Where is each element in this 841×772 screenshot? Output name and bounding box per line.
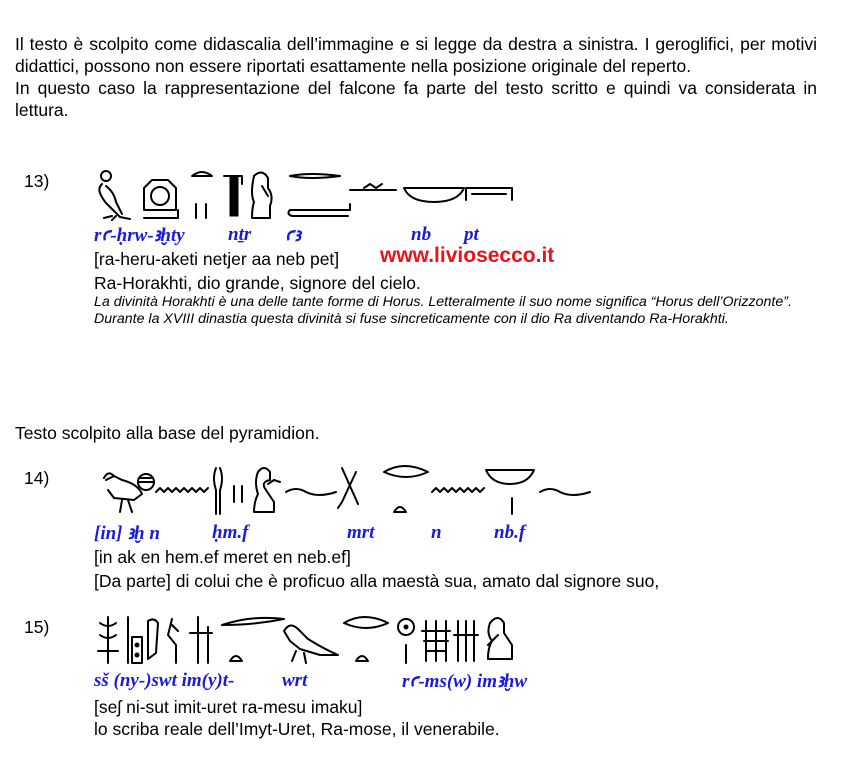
entry-14-number: 14) — [24, 468, 50, 488]
translit-13-5: pt — [464, 224, 479, 245]
translit-13-4: nb — [411, 224, 432, 245]
water-hieroglyph-2 — [432, 488, 484, 492]
arm-hieroglyph — [288, 174, 350, 216]
translit-15-1: sš (ny-)swt im(y)t- — [94, 670, 235, 691]
translit-14-1: [in] ꜣḫ n — [94, 523, 160, 544]
canal-hieroglyph — [222, 618, 284, 661]
water-hieroglyph — [156, 488, 208, 492]
translation-15: lo scriba reale dell’Imyt-Uret, Ra-mose, il venerabile. — [94, 719, 500, 739]
sedge-hieroglyph — [98, 617, 118, 663]
ankh-cross-hieroglyph — [190, 617, 212, 663]
translit-14-2: ḥm.f — [212, 522, 249, 543]
netjer-hieroglyph — [192, 172, 242, 218]
mouth-hieroglyph-3 — [344, 617, 388, 661]
basket-hieroglyph-2 — [486, 470, 534, 514]
translit-14-5: nb.f — [494, 522, 526, 543]
hieroglyph-row-13 — [94, 166, 524, 222]
hieroglyph-row-15 — [94, 611, 524, 669]
club-hieroglyph — [214, 468, 242, 514]
ibis-hieroglyph — [104, 473, 142, 512]
reed-hieroglyph — [168, 619, 178, 663]
basket-hieroglyph — [350, 184, 464, 202]
three-fox-skins-hieroglyph — [422, 621, 450, 661]
sun-disk-hieroglyph — [138, 474, 154, 490]
pronunciation-15: [seʃ ni-sut imit-uret ra-mesu imaku] — [94, 697, 363, 717]
translation-14: [Da parte] di colui che è proficuo alla maestà sua, amato dal signore suo, — [94, 571, 660, 591]
sun-hieroglyph-3 — [398, 619, 414, 663]
intro-paragraph-2: In questo caso la rappresentazione del falcone fa parte del testo scritto e quindi va considerata in lettura. — [15, 78, 817, 120]
note-13: La divinità Horakhti è una delle tante forme di Horus. Letteralmente il suo nome significa “Horus dell’Orizzonte”. Durante la XVIII dinastia questa divinità si fuse sincreticamente con il dio Ra diventando Ra-Horakhti. — [94, 294, 792, 327]
entry-15-number: 15) — [24, 617, 50, 637]
translit-13-3: ꜥꜣ — [285, 225, 301, 246]
section-heading: Testo scolpito alla base del pyramidion. — [15, 423, 320, 443]
intro-paragraph-1: Il testo è scolpito come didascalia dell’immagine e si legge da destra a sinistra. I geroglifici, per motivi didattici, possono non essere riportati esattamente nella posizione originale del reperto. — [15, 34, 817, 76]
backbone-hieroglyph — [454, 621, 478, 661]
translit-14-3: mrt — [347, 522, 375, 543]
seated-god-hieroglyph — [252, 172, 272, 218]
translation-13: Ra-Horakhti, dio grande, signore del cielo. — [94, 273, 421, 293]
translit-15-2: wrt — [282, 670, 308, 691]
falcon-hieroglyph — [99, 171, 130, 220]
pronunciation-13: [ra-heru-aketi netjer aa neb pet] — [94, 249, 340, 269]
translit-14-4: n — [431, 522, 442, 543]
scribe-palette-hieroglyph — [128, 617, 158, 663]
website-watermark: www.liviosecco.it — [380, 244, 555, 267]
sky-hieroglyph — [466, 188, 512, 200]
seated-man-hieroglyph — [488, 618, 512, 659]
translit-13-1: rꜥ-ḥrw-ꜣḫty — [94, 225, 185, 246]
translit-15-3: rꜥ-ms(w) imꜣḫw — [402, 671, 527, 692]
pronunciation-14: [in ak en hem.ef meret en neb.ef] — [94, 547, 351, 567]
horned-viper-hieroglyph-2 — [540, 489, 590, 495]
swallow-hieroglyph — [284, 625, 338, 663]
sun-hieroglyph — [144, 180, 178, 218]
mouth-hieroglyph — [384, 466, 428, 512]
hieroglyph-row-14 — [94, 462, 604, 520]
translit-13-2: nṯr — [228, 224, 252, 245]
intro-text — [15, 33, 817, 121]
hoe-hieroglyph — [338, 468, 358, 508]
kneeling-man-hieroglyph — [254, 468, 280, 512]
horned-viper-hieroglyph — [286, 489, 336, 495]
entry-13-number: 13) — [24, 171, 50, 191]
